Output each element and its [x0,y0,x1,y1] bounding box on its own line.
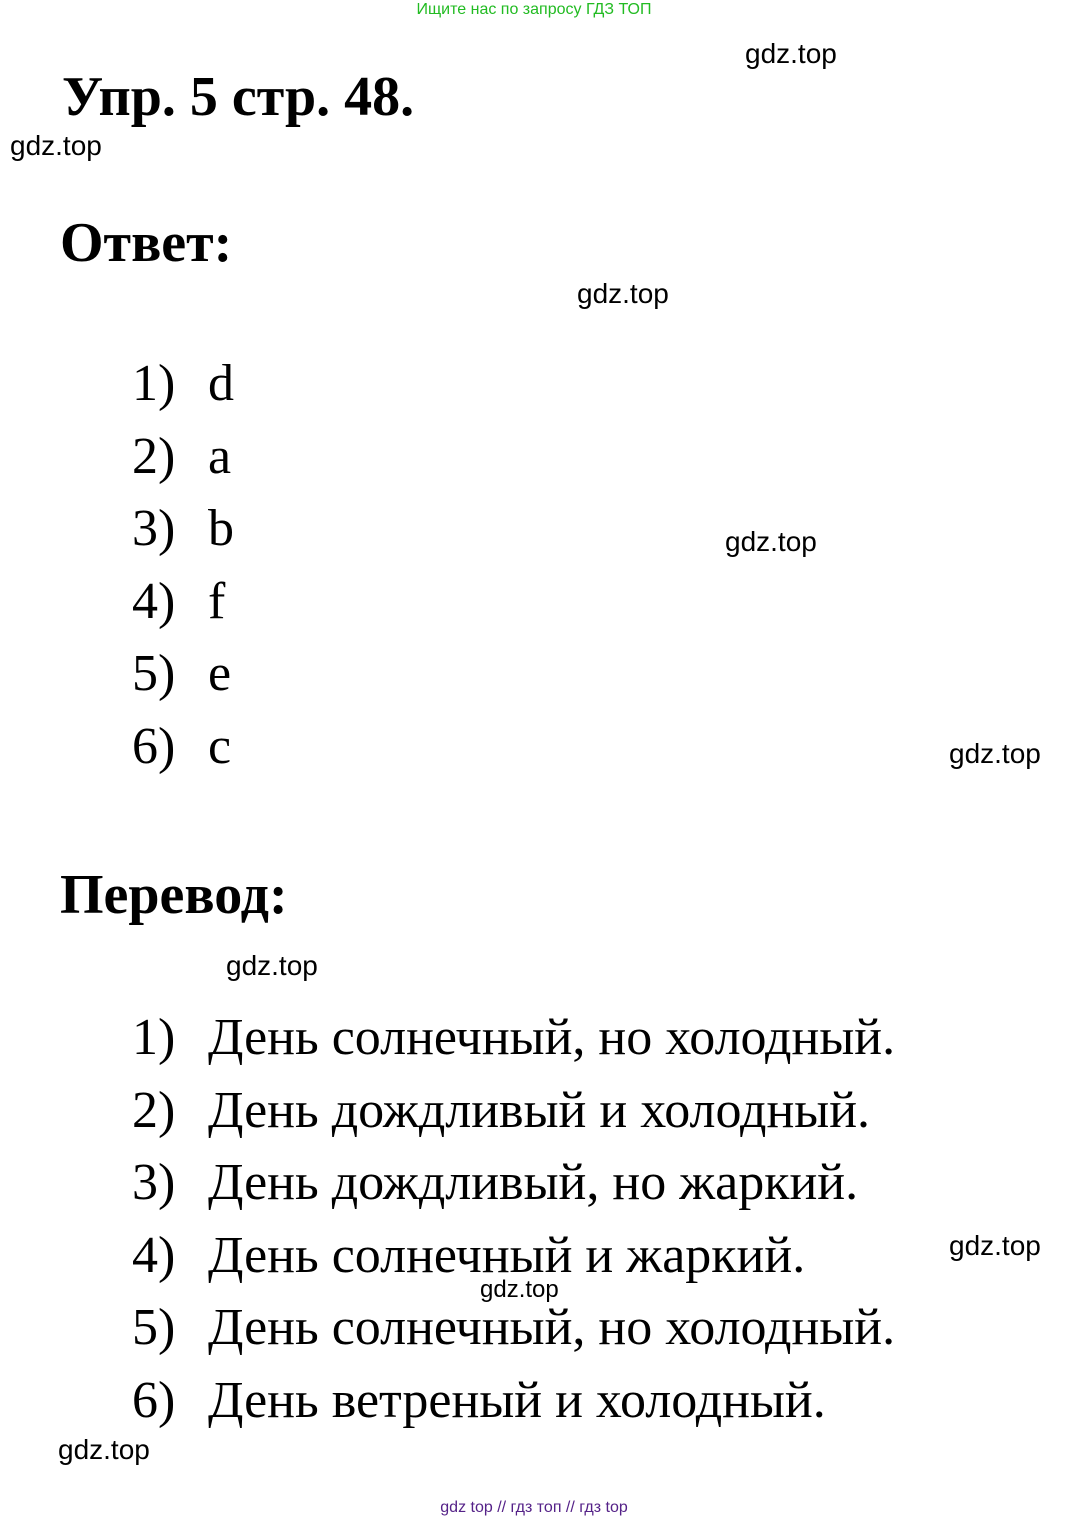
watermark: gdz.top [725,526,817,557]
watermark: gdz.top [226,950,318,981]
item-number: 5) [132,1299,176,1356]
item-text: a [208,427,232,485]
item-number: 4) [132,1226,176,1284]
list-item [132,566,234,639]
list-item [132,1147,895,1220]
footer-links: gdz top // гдз топ // гдз top [440,1499,628,1516]
item-number: 6) [132,717,176,775]
item-text: День солнечный и жаркий. [208,1226,806,1284]
watermark: gdz.top [745,38,837,69]
translation-heading: Перевод: [60,864,288,926]
watermark: gdz.top [577,278,669,309]
list-item [132,711,234,784]
item-text: День солнечный, но холодный. [208,1009,896,1066]
list-item [132,421,234,494]
list-item [132,1365,895,1438]
item-number: 1) [132,355,176,412]
item-text: День дождливый, но жаркий. [208,1154,859,1211]
item-number: 1) [132,1009,176,1066]
list-item [132,348,234,421]
watermark: gdz.top [949,738,1041,769]
item-text: c [208,717,232,775]
watermark: gdz.top [949,1230,1041,1261]
answer-heading: Ответ: [60,212,233,274]
list-item [132,638,234,711]
item-number: 6) [132,1371,176,1429]
item-number: 3) [132,500,176,557]
item-text: День солнечный, но холодный. [208,1299,896,1356]
watermark: gdz.top [58,1434,150,1465]
answer-list [132,348,234,783]
translation-list [132,1002,895,1437]
page-title: Упр. 5 стр. 48. [62,66,415,128]
watermark: gdz.top [10,130,102,161]
top-banner: Ищите нас по запросу ГДЗ ТОП [416,1,652,18]
list-item [132,1002,895,1075]
list-item [132,1075,895,1148]
item-number: 5) [132,645,176,702]
item-number: 2) [132,1081,176,1139]
item-text: b [208,500,234,557]
list-item [132,493,234,566]
item-number: 4) [132,572,176,630]
item-text: d [208,355,234,412]
item-text: e [208,645,232,702]
item-number: 3) [132,1154,176,1211]
item-number: 2) [132,427,176,485]
item-text: f [208,572,226,630]
item-text: День ветреный и холодный. [208,1371,826,1429]
item-text: День дождливый и холодный. [208,1081,871,1139]
watermark: gdz.top [480,1276,559,1303]
